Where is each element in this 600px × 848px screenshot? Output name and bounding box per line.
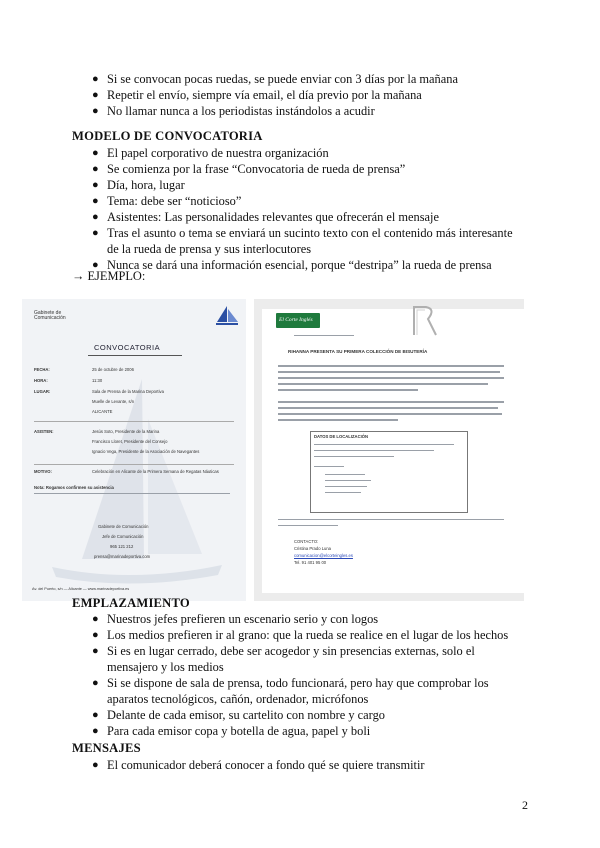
- list-item: ● El papel corporativo de nuestra organización: [92, 146, 329, 160]
- list-item: ● Se comienza por la frase “Convocatoria de rueda de prensa”: [92, 162, 406, 176]
- divider: [34, 421, 234, 422]
- title-underline: [88, 355, 182, 356]
- list-item: ● Asistentes: Las personalidades relevantes que ofrecerán el mensaje: [92, 210, 440, 224]
- list-item: ● Repetir el envío, siempre vía email, el día previo por la mañana: [92, 88, 422, 102]
- section-title-emplazamiento: EMPLAZAMIENTO: [72, 596, 190, 610]
- modelo-bullet-list: [92, 145, 527, 273]
- list-item: ● El comunicador deberá conocer a fondo qué se quiere transmitir: [92, 758, 425, 772]
- list-item: ● Si se convocan pocas ruedas, se puede enviar con 3 días por la mañana: [92, 72, 458, 86]
- example-image-convocatoria: Gabinete de Comunicación CONVOCATORIA FECHA: 25 de octubre de 2006 HORA: 11:30 LUGAR: Sala de Prensa de la Marina Deportiva Muelle de Levante, s/n ALICANTE ASISTEN: Jesús Soto, Presidente de la Marina Francisco Lloret, Presidente del Consejo Ignacio Vega, Presidente de la Asociación de Navegantes MOTIVO: Celebración en Alicante de la Primera Semana de Regatas Náuticas Nota: Rogamos confirmen su asistencia Gabinete de Comunicación Jefe de Comunicación 965 121 212 prensa@marinadeportiva.com Av. del Puerto, s/n — Alicante — www.marinadeportiva.es: [22, 299, 246, 601]
- list-item: ● Los medios prefieren ir al grano: que la rueda se realice en el lugar de los hechos: [92, 628, 509, 642]
- org-name: Gabinete de Comunicación: [34, 310, 66, 321]
- list-item: ● Nuestros jefes prefieren un escenario serio y con logos: [92, 612, 379, 626]
- mensajes-bullet-list: [92, 757, 527, 773]
- top-bullet-list: [92, 71, 527, 119]
- list-item: ● Tras el asunto o tema se enviará un sucinto texto con el contenido más interesante de la rueda de prensa y sus interlocutores: [92, 226, 513, 256]
- location-box: DATOS DE LOCALIZACIÓN: [310, 431, 468, 513]
- convocatoria-title: CONVOCATORIA: [94, 343, 161, 352]
- example-image-rihanna: El Corte Inglés RIHANNA PRESENTA SU PRIMERA COLECCIÓN DE BISUTERÍA DATOS DE LOCALIZACIÓN CONTACTO: Cristina Prado Luna comunicacion@elcorteingles.es Tel. 91 401 95 00: [254, 299, 524, 601]
- list-item: ● No llamar nunca a los periodistas instándolos a acudir: [92, 104, 375, 118]
- list-item: ● Si se dispone de sala de prensa, todo funcionará, pero hay que comprobar los aparatos tecnológicos, cañón, ordenador, micrófonos: [92, 676, 489, 706]
- sail-logo-icon: [214, 305, 240, 327]
- example-label: → EJEMPLO:: [72, 269, 146, 283]
- section-title-modelo: MODELO DE CONVOCATORIA: [72, 129, 263, 143]
- rihanna-logo-icon: [408, 305, 440, 337]
- divider: [34, 464, 234, 465]
- list-item: ● Tema: debe ser “noticioso”: [92, 194, 242, 208]
- list-item: ● Nunca se dará una información esencial, porque “destripa” la rueda de prensa: [92, 258, 492, 272]
- section-title-mensajes: MENSAJES: [72, 741, 141, 755]
- list-item: ● Día, hora, lugar: [92, 178, 185, 192]
- press-headline: RIHANNA PRESENTA SU PRIMERA COLECCIÓN DE BISUTERÍA: [288, 349, 428, 354]
- footer-text: Av. del Puerto, s/n — Alicante — www.marinadeportiva.es: [32, 587, 130, 591]
- page-number: 2: [522, 798, 528, 812]
- list-item: ● Delante de cada emisor, su cartelito con nombre y cargo: [92, 708, 385, 722]
- list-item: ● Para cada emisor copa y botella de agua, papel y boli: [92, 724, 371, 738]
- list-item: ● Si es en lugar cerrado, debe ser acogedor y sin presencias externas, solo el mensajero y los medios: [92, 644, 475, 674]
- emplazamiento-bullet-list: [92, 611, 527, 739]
- elcorteingles-logo-icon: El Corte Inglés: [276, 313, 320, 328]
